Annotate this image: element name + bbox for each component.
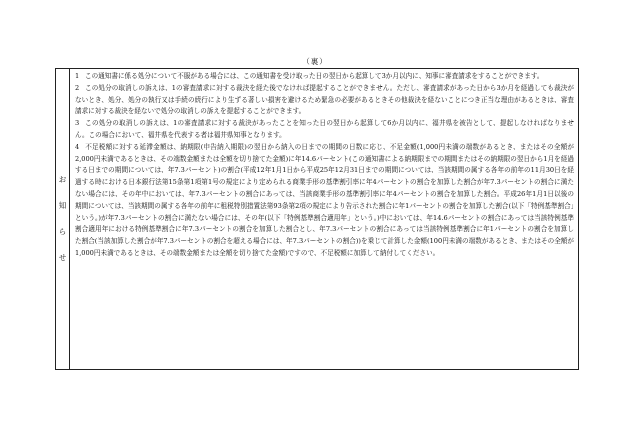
side-label-char: せ — [58, 253, 67, 262]
item-number: 3 — [75, 119, 80, 128]
item-number: 4 — [75, 142, 80, 151]
notice-item-1 — [75, 71, 574, 83]
item-number: 1 — [75, 72, 80, 80]
side-label-char: お — [58, 175, 67, 184]
side-label-char: ら — [58, 227, 67, 236]
item-text: この処分の取消しの訴えは、1の審査請求に対する裁決があったことを知った日の翌日から起算して6か月以内に、福井県を被告として、提起しなければなりません。この場合において、福井県を代表する者は福井県知事となります。 — [75, 119, 574, 139]
notice-item-2 — [75, 83, 574, 118]
item-text: 不足税額に対する延滞金額は、納期限(申告納入期限)の翌日から納入の日までの期間の日数に応じ、不足金額(1,000円未満の端数があるとき、またはその全額が2,000円未満であるときは、その端数金額または全額を切り捨てた金額)に年14.6パーセント(この通知書による納期限までの期間またはその納期限の翌日から1月を経過する日までの期間については、年7.3パーセント)の割合(平成12年1月1日から平成25年12月31日までの期間については、当該期間の属する各年の前年の11月30日を経過する時における日本銀行法第15条第1項第1号の規定により定められる商業手形の基準割引率に年4パーセントの割合を加算した割合が年7.3パーセントの割合に満たない場合には、その年中においては、年7.3パーセントの割合にあっては、当該商業手形の基準割引率に年4パーセントの割合を加算した割合。平成26年1月1日以後の期間については、当該期間の属する各年の前年に租税特別措置法第93条第2項の規定により告示された割合に年1パーセントの割合を加算した割合(以下「特例基準割合」という。)が年7.3パーセントの割合に満たない場合には、その年(以下「特例基準割合適用年」という。)中においては、年14.6パーセントの割合にあっては当該特例基準割合適用年における特例基準割合に年7.3パーセントの割合を加算した割合とし、年7.3パーセントの割合にあっては当該特例基準割合に年1パーセントの割合を加算した割合(当該加算した割合が年7.3パーセントの割合を超える場合には、年7.3パーセントの割合))を乗じて計算した金額(100円未満の端数があるとき、またはその全額が1,000円未満であるときは、その端数金額または全額を切り捨てた金額)ですので、不足税額に加算して納付してください。 — [75, 142, 574, 257]
notice-content — [70, 69, 578, 369]
item-number: 2 — [75, 83, 80, 92]
notice-item-3 — [75, 118, 574, 142]
side-label-notice — [56, 69, 70, 369]
notice-box — [55, 68, 579, 370]
notice-item-4 — [75, 142, 574, 260]
side-label-char: 知 — [58, 201, 67, 210]
item-text: この処分の取消しの訴えは、1の審査請求に対する裁決を経た後でなければ提起することができません。ただし、審査請求があった日から3か月を経過しても裁決がないとき、処分、処分の執行又は手続の続行により生ずる著しい損害を避けるため緊急の必要があるときその他裁決を経ないことにつき正当な理由があるときは、審査請求に対する裁決を経ないで処分の取消しの訴えを提起することができます。 — [75, 83, 574, 116]
page-heading: （裏） — [302, 57, 328, 66]
item-text: この通知書に係る処分について不服がある場合には、この通知書を受け取った日の翌日から起算して3か月以内に、知事に審査請求をすることができます。 — [85, 72, 544, 80]
